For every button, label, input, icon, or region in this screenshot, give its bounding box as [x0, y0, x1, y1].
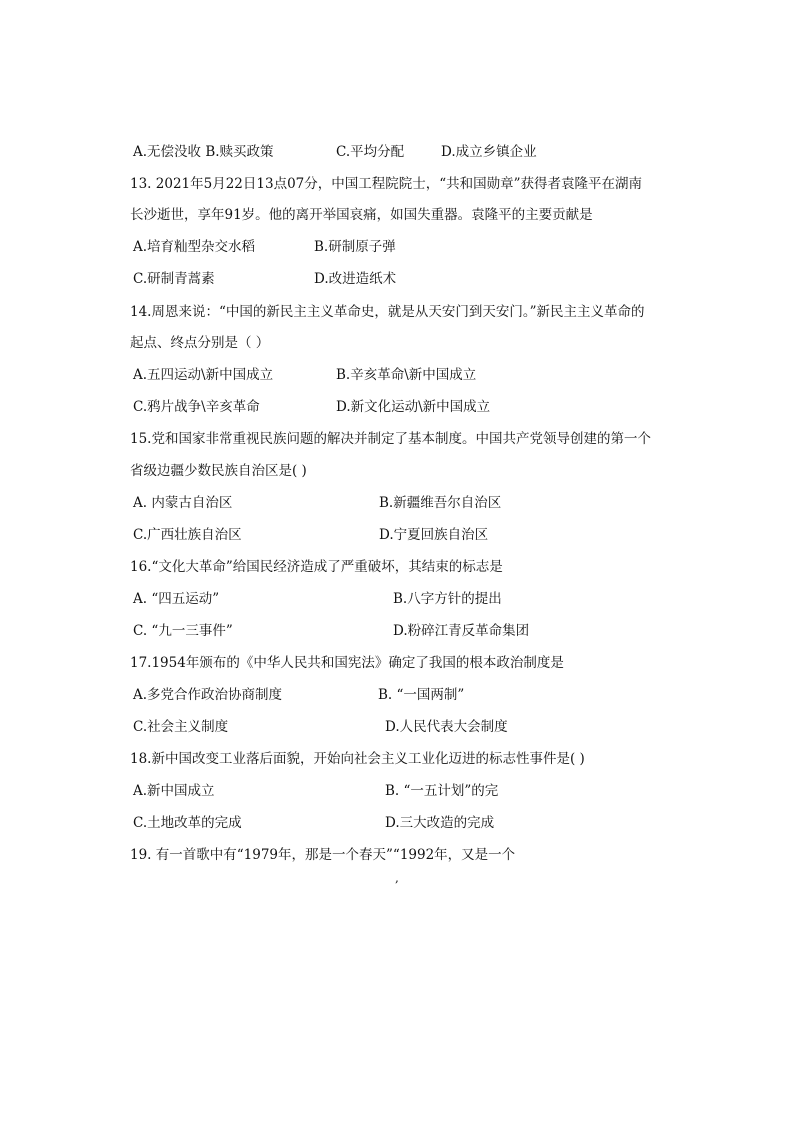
q14-option-c: C.鸦片战争\辛亥革命 — [133, 399, 260, 415]
q12-option-d: D.成立乡镇企业 — [441, 144, 537, 160]
q15-stem-line2: 省级边疆少数民族自治区是( ) — [130, 463, 307, 479]
q17-option-b: B. “一国两制” — [378, 687, 465, 703]
q18-option-b: B. “一五计划”的完 — [385, 783, 499, 799]
q12-option-c: C.平均分配 — [336, 144, 405, 160]
q15-option-d: D.宁夏回族自治区 — [379, 527, 489, 543]
q13-stem-line1: 13. 2021年5月22日13点07分，中国工程院院士，“共和国勋章”获得者袁隆平在湖南 — [130, 176, 643, 192]
q19-stem-line1: 19. 有一首歌中有“1979年，那是一个春天”“1992年，又是一个 — [130, 847, 516, 863]
q14-option-a: A.五四运动\新中国成立 — [133, 367, 274, 383]
q14-option-b: B.辛亥革命\新中国成立 — [336, 367, 477, 383]
q13-stem-line2: 长沙逝世，享年91岁。他的离开举国哀痛，如国失重器。袁隆平的主要贡献是 — [130, 207, 593, 223]
q15-stem-line1: 15.党和国家非常重视民族问题的解决并制定了基本制度。中国共产党领导创建的第一个 — [130, 431, 651, 447]
q14-stem-line1: 14.周恩来说：“中国的新民主主义革命史，就是从天安门到天安门。”新民主主义革命的 — [130, 304, 645, 320]
q16-option-a: A. “四五运动” — [133, 591, 220, 607]
footer-mark: , — [395, 871, 399, 885]
q15-option-b: B.新疆维吾尔自治区 — [379, 495, 502, 511]
q15-option-c: C.广西壮族自治区 — [133, 527, 242, 543]
q18-option-a: A.新中国成立 — [133, 783, 215, 799]
q18-stem-line1: 18.新中国改变工业落后面貌，开始向社会主义工业化迈进的标志性事件是( ) — [130, 751, 585, 767]
q16-option-d: D.粉碎江青反革命集团 — [393, 623, 530, 639]
q18-option-d: D.三大改造的完成 — [385, 815, 495, 831]
q12-options-ab: A.无偿没收 B.赎买政策 — [133, 144, 274, 160]
q18-option-c: C.土地改革的完成 — [133, 815, 242, 831]
q15-option-a: A. 内蒙古自治区 — [133, 495, 233, 511]
q14-option-d: D.新文化运动\新中国成立 — [336, 399, 491, 415]
q17-option-c: C.社会主义制度 — [133, 719, 229, 735]
q13-option-c: C.研制青蒿素 — [133, 271, 215, 287]
q17-option-a: A.多党合作政治协商制度 — [133, 687, 283, 703]
q13-option-b: B.研制原子弹 — [314, 239, 396, 255]
q17-stem-line1: 17.1954年颁布的《中华人民共和国宪法》确定了我国的根本政治制度是 — [130, 655, 564, 671]
q13-option-d: D.改进造纸术 — [314, 271, 397, 287]
q16-option-c: C. “九一三事件” — [133, 623, 233, 639]
q14-stem-line2: 起点、终点分别是（ ） — [130, 335, 270, 351]
q16-option-b: B.八字方针的提出 — [393, 591, 502, 607]
q13-option-a: A.培育籼型杂交水稻 — [133, 239, 256, 255]
q16-stem-line1: 16.“文化大革命”给国民经济造成了严重破坏，其结束的标志是 — [130, 559, 503, 575]
q17-option-d: D.人民代表大会制度 — [385, 719, 508, 735]
